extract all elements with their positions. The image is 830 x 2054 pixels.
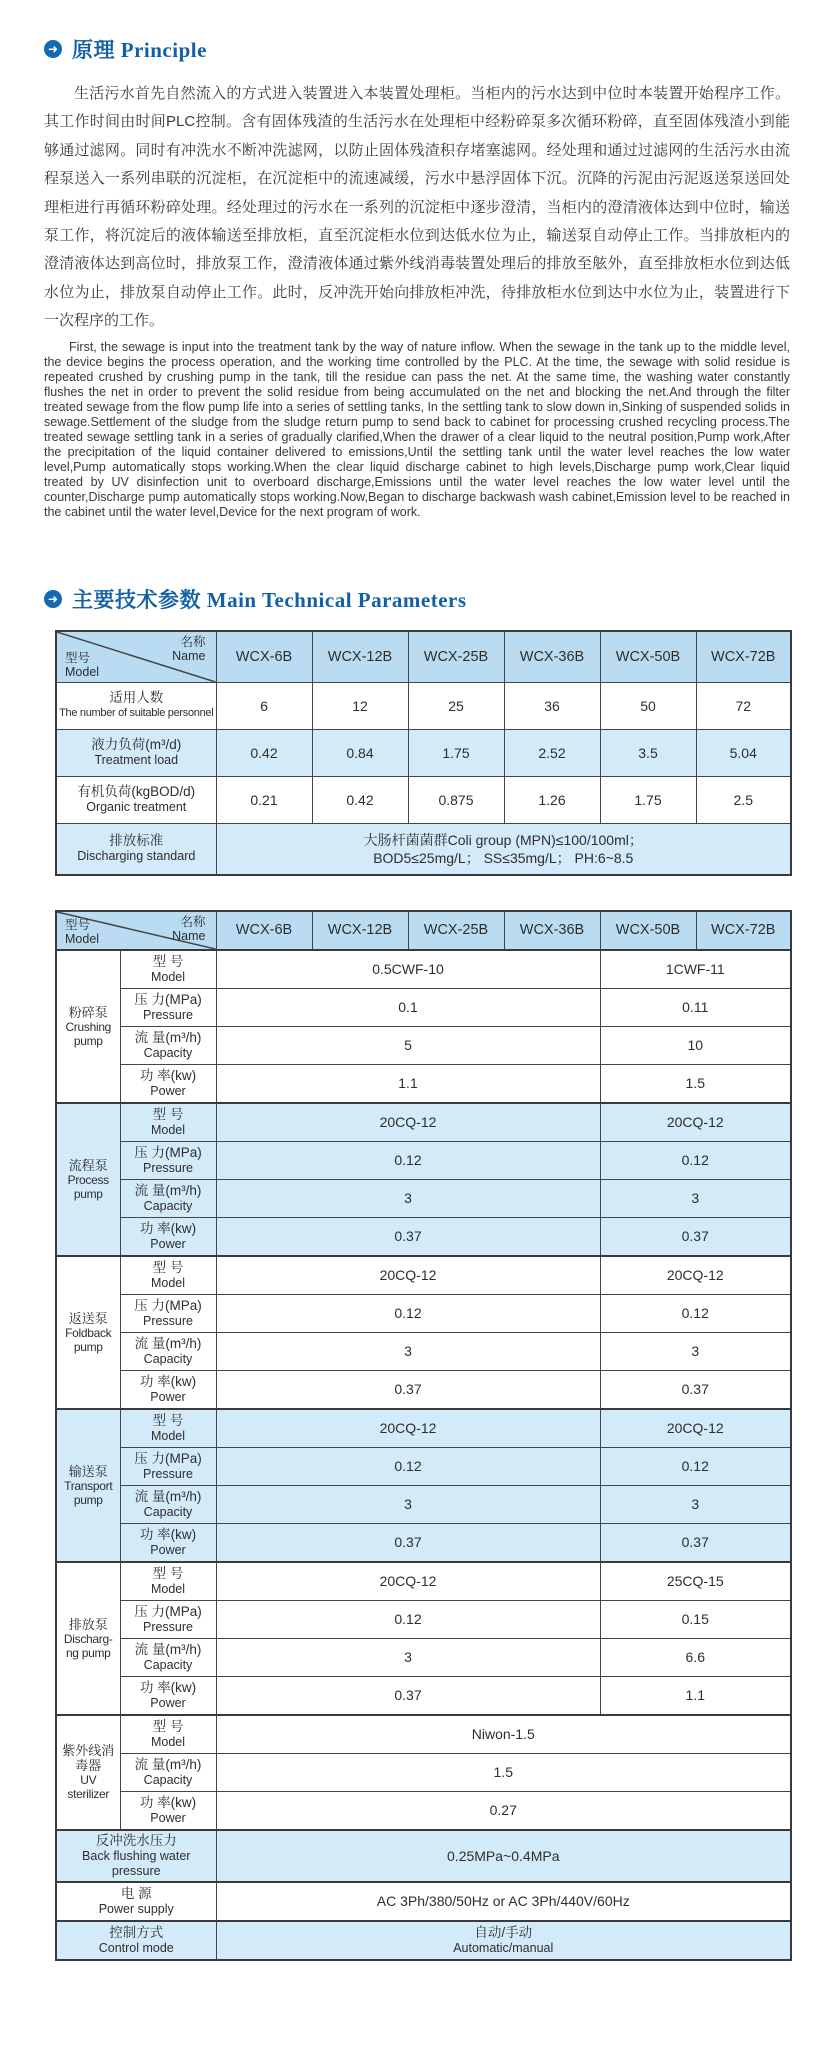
table-cell: 0.12 (600, 1294, 791, 1332)
table-cell: 3 (216, 1179, 600, 1217)
corner-name-label: 名称 Name (172, 634, 206, 663)
table-row (56, 776, 791, 823)
table-cell: 50 (600, 682, 696, 729)
model-header: WCX-12B (312, 911, 408, 950)
corner-model-label: 型号 Model (65, 650, 100, 679)
row-label: 功 率(kw) Power (120, 1523, 216, 1562)
group-label-crushing-pump: 粉碎泵 Crushing pump (56, 950, 120, 1103)
table-header-row (56, 911, 791, 950)
table-cell: 10 (600, 1026, 791, 1064)
table-cell: 2.5 (696, 776, 791, 823)
table-cell: 0.37 (600, 1217, 791, 1256)
row-label: 功 率(kw) Power (120, 1370, 216, 1409)
table-row (56, 729, 791, 776)
table-row (56, 988, 791, 1026)
discharging-standard-cell: 大肠杆菌菌群Coli group (MPN)≤100/100ml； BOD5≤25mg/L； SS≤35mg/L； PH:6~8.5 (216, 823, 791, 875)
row-label: 功 率(kw) Power (120, 1791, 216, 1830)
model-header: WCX-36B (504, 631, 600, 683)
row-label: 型 号 Model (120, 1715, 216, 1754)
table-row (56, 1830, 791, 1882)
model-header: WCX-72B (696, 631, 791, 683)
table-cell: 0.12 (216, 1447, 600, 1485)
table-cell: 20CQ-12 (216, 1103, 600, 1142)
section-principle (44, 34, 790, 520)
model-header: WCX-12B (312, 631, 408, 683)
table-cell: 2.52 (504, 729, 600, 776)
table-cell: 1.5 (216, 1753, 791, 1791)
table-row (56, 1256, 791, 1295)
corner-cell (56, 911, 216, 950)
table-cell: 36 (504, 682, 600, 729)
table-row (56, 1447, 791, 1485)
model-header: WCX-50B (600, 911, 696, 950)
row-label: 排放标准 Discharging standard (56, 823, 216, 875)
model-header: WCX-6B (216, 911, 312, 950)
row-label: 型 号 Model (120, 1256, 216, 1295)
row-label: 功 率(kw) Power (120, 1217, 216, 1256)
table-cell: 20CQ-12 (216, 1256, 600, 1295)
corner-cell (56, 631, 216, 683)
table-header-row (56, 631, 791, 683)
table-cell: 25CQ-15 (600, 1562, 791, 1601)
corner-model-label: 型号 Model (65, 917, 100, 946)
table-cell: 3 (216, 1638, 600, 1676)
table-cell: 0.84 (312, 729, 408, 776)
table-cell: 0.42 (312, 776, 408, 823)
table-cell: 1.26 (504, 776, 600, 823)
group-label-uv-sterilizer: 紫外线消毒器 UV sterilizer (56, 1715, 120, 1830)
model-header: WCX-50B (600, 631, 696, 683)
table-cell: 0.42 (216, 729, 312, 776)
table-cell: 20CQ-12 (600, 1256, 791, 1295)
table-cell: 0.1 (216, 988, 600, 1026)
table-cell: 0.37 (600, 1523, 791, 1562)
table-cell: 0.37 (216, 1217, 600, 1256)
row-label: 有机负荷(kgBOD/d) Organic treatment (56, 776, 216, 823)
table-cell: 0.12 (216, 1141, 600, 1179)
table-cell: 20CQ-12 (600, 1409, 791, 1448)
parameters-title: 主要技术参数 Main Technical Parameters (72, 587, 467, 612)
table-row (56, 1523, 791, 1562)
row-label: 压 力(MPa) Pressure (120, 1447, 216, 1485)
main-parameters-table (55, 630, 792, 876)
table-row (56, 1921, 791, 1960)
row-label: 流 量(m³/h) Capacity (120, 1026, 216, 1064)
row-label: 功 率(kw) Power (120, 1676, 216, 1715)
table-cell: 1.1 (216, 1064, 600, 1103)
table-cell: AC 3Ph/380/50Hz or AC 3Ph/440V/60Hz (216, 1882, 791, 1921)
row-label: 型 号 Model (120, 1562, 216, 1601)
table-cell: 25 (408, 682, 504, 729)
group-label-foldback-pump: 返送泵 Foldback pump (56, 1256, 120, 1409)
principle-paragraph-zh: 生活污水首先自然流入的方式进入装置进入本装置处理柜。当柜内的污水达到中位时本装置开始程序工作。其工作时间由时间PLC控制。含有固体残渣的生活污水在处理柜中经粉碎泵多次循环粉碎，直至固体残渣小到能够通过滤网。同时有冲洗水不断冲洗滤网，以防止固体残渣积存堵塞滤网。经处理和通过过滤网的生活污水由流程泵送入一系列串联的沉淀柜，在沉淀柜中的流速减缓，污水中悬浮固体下沉。沉降的污泥由污泥返送泵送回处理柜进行再循环粉碎处理。经处理过的污水在一系列的沉淀柜中逐步澄清，当柜内的澄清液体达到中位时，输送泵工作，将沉淀后的液体输送至排放柜，直至沉淀柜水位到达低水位为止，输送泵自动停止工作。当排放柜内的澄清液体达到高位时，排放泵工作，澄清液体通过紫外线消毒装置处理后的排放至舷外，直至排放柜水位到达低水位为止，排放泵自动停止工作。此时，反冲洗开始向排放柜冲洗，待排放柜水位到达中水位为止，装置进行下一次程序的工作。 (44, 85, 790, 330)
section-spacer (44, 520, 790, 584)
table-cell: 3 (600, 1332, 791, 1370)
corner-name-label: 名称 Name (172, 914, 206, 943)
table-cell: 0.25MPa~0.4MPa (216, 1830, 791, 1882)
table-row (56, 1294, 791, 1332)
row-label: 流 量(m³/h) Capacity (120, 1638, 216, 1676)
row-label: 流 量(m³/h) Capacity (120, 1485, 216, 1523)
table-row (56, 1882, 791, 1921)
section-parameters (44, 584, 790, 1961)
row-label: 型 号 Model (120, 950, 216, 989)
table-cell: 3.5 (600, 729, 696, 776)
table-cell: 3 (600, 1485, 791, 1523)
table-cell: 0.37 (216, 1676, 600, 1715)
table-row (56, 1791, 791, 1830)
table-cell: 72 (696, 682, 791, 729)
table-row (56, 682, 791, 729)
table-row (56, 1064, 791, 1103)
table-row (56, 1179, 791, 1217)
table-cell: 6 (216, 682, 312, 729)
table-cell: 0.37 (600, 1370, 791, 1409)
model-header: WCX-25B (408, 911, 504, 950)
row-label: 压 力(MPa) Pressure (120, 1141, 216, 1179)
table-cell: 0.12 (600, 1447, 791, 1485)
table-cell: 0.37 (216, 1370, 600, 1409)
control-mode-cell: 自动/手动 Automatic/manual (216, 1921, 791, 1960)
table-cell: 0.11 (600, 988, 791, 1026)
principle-title: 原理 Principle (72, 38, 207, 62)
row-label-back-flushing: 反冲洗水压力 Back flushing water pressure (56, 1830, 216, 1882)
table-row (56, 1638, 791, 1676)
table-cell: 1.75 (408, 729, 504, 776)
table-row (56, 1332, 791, 1370)
table-cell: Niwon-1.5 (216, 1715, 791, 1754)
table-cell: 20CQ-12 (216, 1409, 600, 1448)
table-cell: 6.6 (600, 1638, 791, 1676)
table-cell: 0.5CWF-10 (216, 950, 600, 989)
table-row (56, 950, 791, 989)
model-header: WCX-25B (408, 631, 504, 683)
table-cell: 0.21 (216, 776, 312, 823)
table-row (56, 1715, 791, 1754)
arrow-bullet-icon: ➜ (44, 40, 62, 58)
principle-paragraph-en: First, the sewage is input into the treatment tank by the way of nature inflow. When the sewage in the tank up to the middle level, the device begins the process operation, and the working time controlled by the PLC. At the time, the sewage with solid residue is repeated crushed by crushing pump in the tank, till the residue can pass the net. At the same time, the washing water constantly flushes the net in order to prevent the solid residue from being accumulated on the net and blocking the net.And through the filter treated sewage from the flow pump life into a series of settling tanks, In the settling tank to slow down in,Sinking of suspended solids in sewage.Settlement of the sludge from the sludge return pump to send back to cabinet for processing crushed recycling process.The treated sewage settling tank in a series of gradually clarified,When the drawer of a clear liquid to the neutral position,Pump work,After the precipitation of the liquid container delivered to emissions,Until the settling tank until the water level reaches the low water level,Pump automatically stops working.When the clear liquid discharge cabinet to high levels,Discharge pump work,Clear liquid treated by UV disinfection unit to overboard discharge,Emissions until the water level reaches the low water level until the counter,Discharge pump automatically stops working.Now,Began to discharge backwash wash cabinet,Emission level to be reached in the cabinet until the water level,Device for the next program of work. (44, 339, 790, 519)
model-header: WCX-72B (696, 911, 791, 950)
row-label: 压 力(MPa) Pressure (120, 1600, 216, 1638)
row-label: 流 量(m³/h) Capacity (120, 1179, 216, 1217)
table-cell: 3 (600, 1179, 791, 1217)
row-label: 功 率(kw) Power (120, 1064, 216, 1103)
row-label: 流 量(m³/h) Capacity (120, 1753, 216, 1791)
group-label-transport-pump: 输送泵 Transport pump (56, 1409, 120, 1562)
table-row (56, 1753, 791, 1791)
row-label-power-supply: 电 源 Power supply (56, 1882, 216, 1921)
model-header: WCX-6B (216, 631, 312, 683)
table-row (56, 1103, 791, 1142)
table-row (56, 1026, 791, 1064)
table-cell: 12 (312, 682, 408, 729)
table-cell: 3 (216, 1485, 600, 1523)
table-cell: 1.5 (600, 1064, 791, 1103)
table-cell: 20CQ-12 (216, 1562, 600, 1601)
table-row (56, 1485, 791, 1523)
table-cell: 0.15 (600, 1600, 791, 1638)
table-row (56, 1600, 791, 1638)
table-cell: 0.27 (216, 1791, 791, 1830)
row-label: 压 力(MPa) Pressure (120, 1294, 216, 1332)
table-row (56, 1562, 791, 1601)
model-header: WCX-36B (504, 911, 600, 950)
table-row (56, 1370, 791, 1409)
table-cell: 20CQ-12 (600, 1103, 791, 1142)
group-label-discharging-pump: 排放泵 Discharg-ng pump (56, 1562, 120, 1715)
pump-parameters-table (55, 910, 792, 1961)
row-label: 压 力(MPa) Pressure (120, 988, 216, 1026)
row-label-control-mode: 控制方式 Control mode (56, 1921, 216, 1960)
table-cell: 0.37 (216, 1523, 600, 1562)
table-cell: 3 (216, 1332, 600, 1370)
group-label-process-pump: 流程泵 Process pump (56, 1103, 120, 1256)
table-cell: 0.12 (216, 1294, 600, 1332)
row-label: 流 量(m³/h) Capacity (120, 1332, 216, 1370)
table-cell: 0.12 (216, 1600, 600, 1638)
table-row (56, 1141, 791, 1179)
table-row (56, 1217, 791, 1256)
row-label: 液力负荷(m³/d) Treatment load (56, 729, 216, 776)
row-label: 型 号 Model (120, 1409, 216, 1448)
table-cell: 1CWF-11 (600, 950, 791, 989)
parameters-heading (44, 584, 790, 614)
table-spacer (44, 876, 790, 910)
table-cell: 5 (216, 1026, 600, 1064)
table-cell: 5.04 (696, 729, 791, 776)
table-cell: 1.1 (600, 1676, 791, 1715)
row-label: 型 号 Model (120, 1103, 216, 1142)
table-row (56, 1409, 791, 1448)
principle-heading (44, 34, 790, 64)
arrow-bullet-icon: ➜ (44, 590, 62, 608)
table-row (56, 823, 791, 875)
table-cell: 0.12 (600, 1141, 791, 1179)
table-cell: 1.75 (600, 776, 696, 823)
row-label: 适用人数 The number of suitable personnel (56, 682, 216, 729)
table-cell: 0.875 (408, 776, 504, 823)
table-row (56, 1676, 791, 1715)
